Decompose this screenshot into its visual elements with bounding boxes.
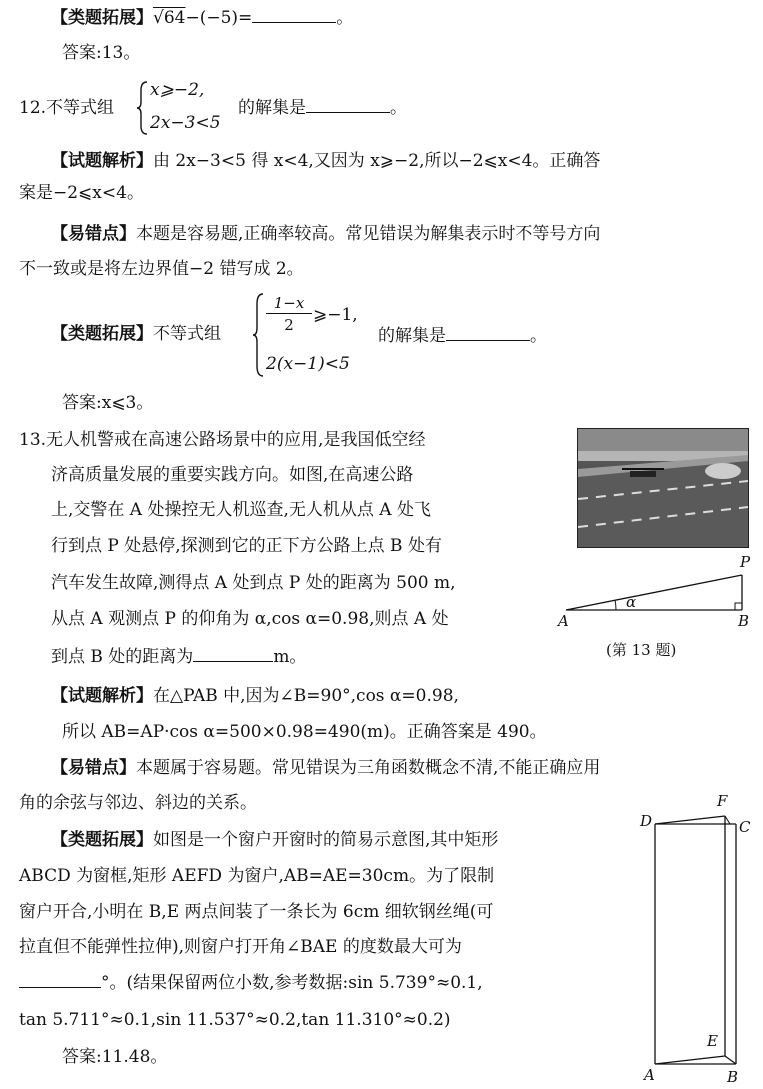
p12-ext-brace (253, 292, 265, 378)
p12-answer: 答案:x⩽3。 (62, 393, 154, 413)
p11-ext-rest: −(−5)= (185, 8, 253, 28)
p13-label-P: P (740, 553, 751, 571)
p11-ext-tag: 【类题拓展】 (51, 8, 153, 28)
p13-ext-line3: 窗户开合,小明在 B,E 两点间装了一条长为 6cm 细软钢丝绳(可 (19, 902, 494, 922)
win-label-C: C (739, 818, 751, 836)
p13-answer: 答案:11.48。 (62, 1047, 168, 1067)
p13-line6: 从点 A 观测点 P 的仰角为 α,cos α=0.98,则点 A 处 (51, 609, 449, 629)
p12-tail-text: 的解集是 (238, 98, 306, 118)
p13-figure-caption: (第 13 题) (606, 641, 677, 659)
p11-ext-sqrt: √64 (153, 8, 186, 28)
p12-analysis-line1 (51, 149, 600, 173)
p13-ext-line2: ABCD 为窗框,矩形 AEFD 为窗户,AB=AE=30cm。为了限制 (19, 866, 495, 886)
p12-ext-tail-text: 的解集是 (378, 326, 446, 346)
p13-ext-tag: 【类题拓展】 (51, 830, 153, 850)
p13-line1 (19, 428, 425, 452)
p12-ext-end: 。 (530, 326, 547, 346)
p13-text7: 到点 B 处的距离为 (51, 647, 194, 667)
p13-line5: 汽车发生故障,测得点 A 处到点 P 处的距离为 500 m, (51, 573, 456, 593)
p13-error-line2: 角的余弦与邻边、斜边的关系。 (19, 793, 257, 813)
p13-ext-line4: 拉直但不能弹性拉伸),则窗户打开角∠BAE 的度数最大可为 (19, 937, 462, 957)
win-label-A: A (644, 1066, 655, 1084)
p13-line4: 行到点 P 处悬停,探测到它的正下方公路上点 B 处有 (51, 536, 442, 556)
p13-analysis-line2: 所以 AB=AP·cos α=500×0.98=490(m)。正确答案是 490。 (62, 722, 547, 742)
p13-ext-blank (19, 972, 101, 988)
p13-ext-text5: °。(结果保留两位小数,参考数据:sin 5.739°≈0.1, (101, 973, 483, 993)
window-figure (628, 794, 751, 1074)
p12-analysis-line2: 案是−2⩽x<4。 (19, 183, 144, 203)
p12-error-line2: 不一致或是将左边界值−2 错写成 2。 (19, 259, 304, 279)
p12-ext-frac-den: 2 (284, 316, 294, 334)
p13-triangle-figure (556, 555, 756, 635)
p13-ext-line6: tan 5.711°≈0.1,sin 11.537°≈0.2,tan 11.310°≈0.2) (19, 1010, 451, 1030)
win-label-E: E (707, 1032, 718, 1050)
p12-ineq1: x⩾−2, (150, 80, 205, 100)
p12-error-text1: 本题是容易题,正确率较高。常见错误为解集表示时不等号方向 (136, 224, 601, 244)
p12-ext-ineq2: 2(x−1)<5 (266, 354, 350, 374)
p12-ext-lead: 不等式组 (153, 324, 221, 344)
win-label-F: F (717, 792, 728, 810)
p12-blank (306, 97, 390, 113)
p13-error-tag: 【易错点】 (51, 758, 136, 778)
p12-lead: 不等式组 (46, 98, 115, 118)
p13-ext-line1 (51, 828, 498, 852)
p12-num: 12. (19, 98, 47, 118)
p13-unit: m。 (273, 647, 307, 667)
p13-ext-text1: 如图是一个窗户开窗时的简易示意图,其中矩形 (153, 830, 499, 850)
p13-num: 13. (19, 430, 47, 450)
p13-error-text1: 本题属于容易题。常见错误为三角函数概念不清,不能正确应用 (136, 758, 601, 778)
p12-ineq2: 2x−3<5 (150, 113, 221, 133)
p12-tail (238, 96, 407, 120)
p13-line3: 上,交警在 A 处操控无人机巡查,无人机从点 A 处飞 (51, 500, 431, 520)
p12-ext-tag: 【类题拓展】 (51, 324, 153, 344)
p12-number (19, 96, 114, 120)
p13-analysis-tag: 【试题解析】 (51, 686, 153, 706)
drone-highway-photo (577, 428, 749, 548)
p13-analysis-text1: 在△PAB 中,因为∠B=90°,cos α=0.98, (153, 686, 459, 706)
p12-ext-blank (446, 325, 530, 341)
win-label-B: B (727, 1068, 739, 1086)
p13-text1: 无人机警戒在高速公路场景中的应用,是我国低空经 (46, 430, 426, 450)
p13-label-alpha: α (626, 593, 637, 611)
p12-analysis-tag: 【试题解析】 (51, 151, 153, 171)
p12-error-tag: 【易错点】 (51, 224, 136, 244)
p12-error-line1 (51, 222, 600, 246)
p13-label-B: B (738, 612, 750, 630)
p13-line7 (51, 645, 306, 669)
p13-ext-line5 (19, 971, 483, 995)
p12-tail-end: 。 (390, 98, 407, 118)
p11-ext-end: 。 (336, 8, 354, 28)
p11-answer: 答案:13。 (62, 43, 141, 63)
win-label-D: D (640, 812, 653, 830)
p13-analysis-line1 (51, 684, 459, 708)
p12-ext-tail (378, 324, 547, 348)
p13-error-line1 (51, 756, 600, 780)
p11-ext-blank (252, 7, 336, 23)
p13-label-A: A (558, 612, 569, 630)
p12-brace (137, 80, 149, 136)
p12-ext-line (51, 322, 221, 346)
p13-blank (193, 646, 273, 662)
p12-ext-frac-num: 1−x (266, 293, 312, 314)
p12-analysis-text1: 由 2x−3<5 得 x<4,又因为 x⩾−2,所以−2⩽x<4。正确答 (153, 151, 601, 171)
p13-line2: 济高质量发展的重要实践方向。如图,在高速公路 (51, 465, 414, 485)
p11-extension (51, 6, 353, 30)
p12-ext-ineq1-rest: ⩾−1, (313, 305, 358, 325)
